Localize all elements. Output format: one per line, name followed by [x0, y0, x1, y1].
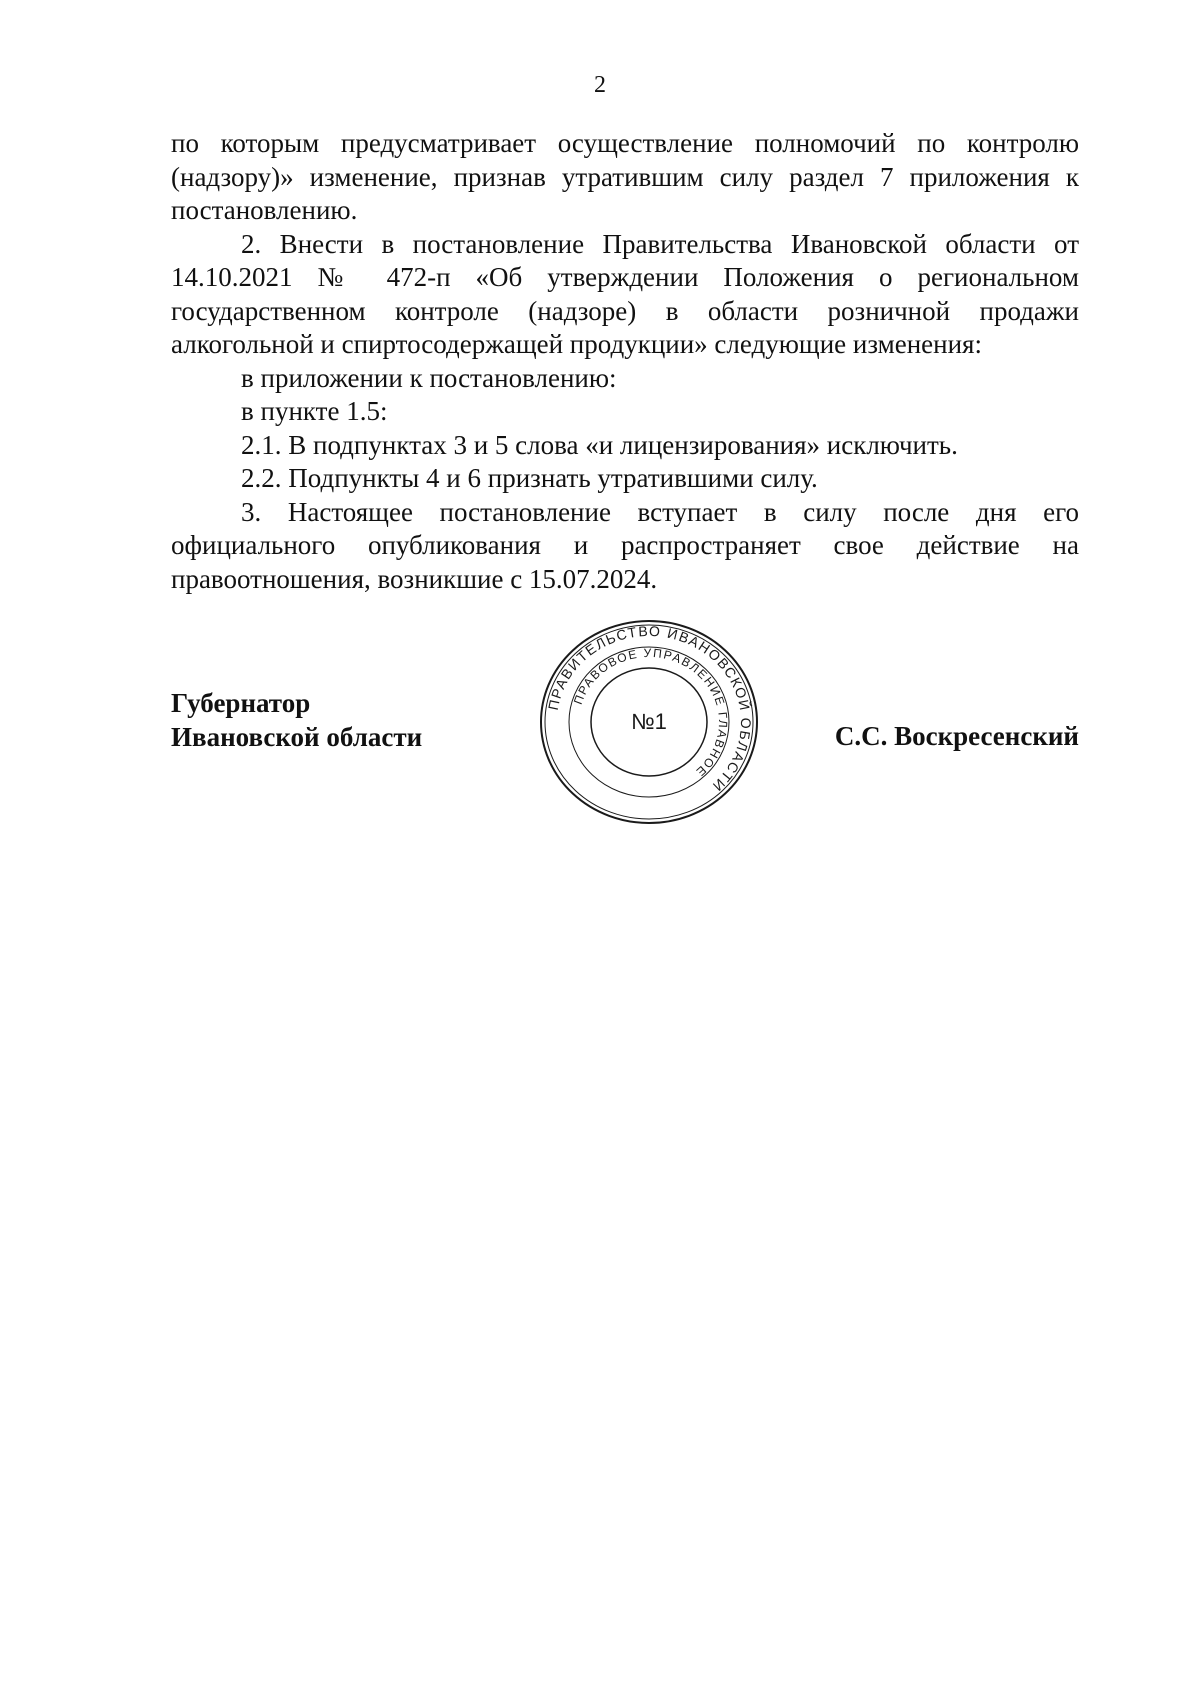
signatory-name: С.С. Воскресенский	[834, 721, 1079, 751]
signatory-title	[171, 687, 422, 754]
signatory-title-line2: Ивановской области	[171, 721, 423, 752]
seal-graphic	[534, 615, 764, 829]
paragraph-item-2-2: 2.2. Подпункты 4 и 6 признать утратившими силу.	[241, 463, 818, 493]
seal-number: №1	[631, 709, 667, 734]
paragraph-clause: в пункте 1.5:	[241, 396, 388, 426]
seal-inner-text: ПРАВОВОЕ УПРАВЛЕНИЕ ГЛАВНОЕ	[570, 645, 731, 780]
document-body	[171, 127, 1079, 596]
paragraph-continuation: по которым предусматривает осуществление полномочий по контролю (надзору)» изменение, признав утратившим силу раздел 7 приложения к постановлению.	[171, 128, 1079, 225]
signatory-title-line1: Губернатор	[171, 688, 311, 718]
official-seal	[534, 615, 764, 829]
paragraph-item-3: 3. Настоящее постановление вступает в силу после дня его официального опубликования и распространяет свое действие на правоотношения, возникшие с 15.07.2024.	[171, 496, 1079, 594]
paragraph-item-2: 2. Внести в постановление Правительства Ивановской области от 14.10.2021 № 472-п «Об утверждении Положения о региональном государственном контроле (надзоре) в области розничной продажи алкогольной и спиртосодержащей продукции» следующие изменения:	[171, 228, 1079, 359]
seal-outer-text: ПРАВИТЕЛЬСТВО ИВАНОВСКОЙ ОБЛАСТИ	[544, 622, 755, 796]
page-number: 2	[594, 72, 606, 98]
paragraph-appendix: в приложении к постановлению:	[241, 362, 617, 393]
paragraph-item-2-1: 2.1. В подпунктах 3 и 5 слова «и лицензирования» исключить.	[241, 429, 958, 460]
